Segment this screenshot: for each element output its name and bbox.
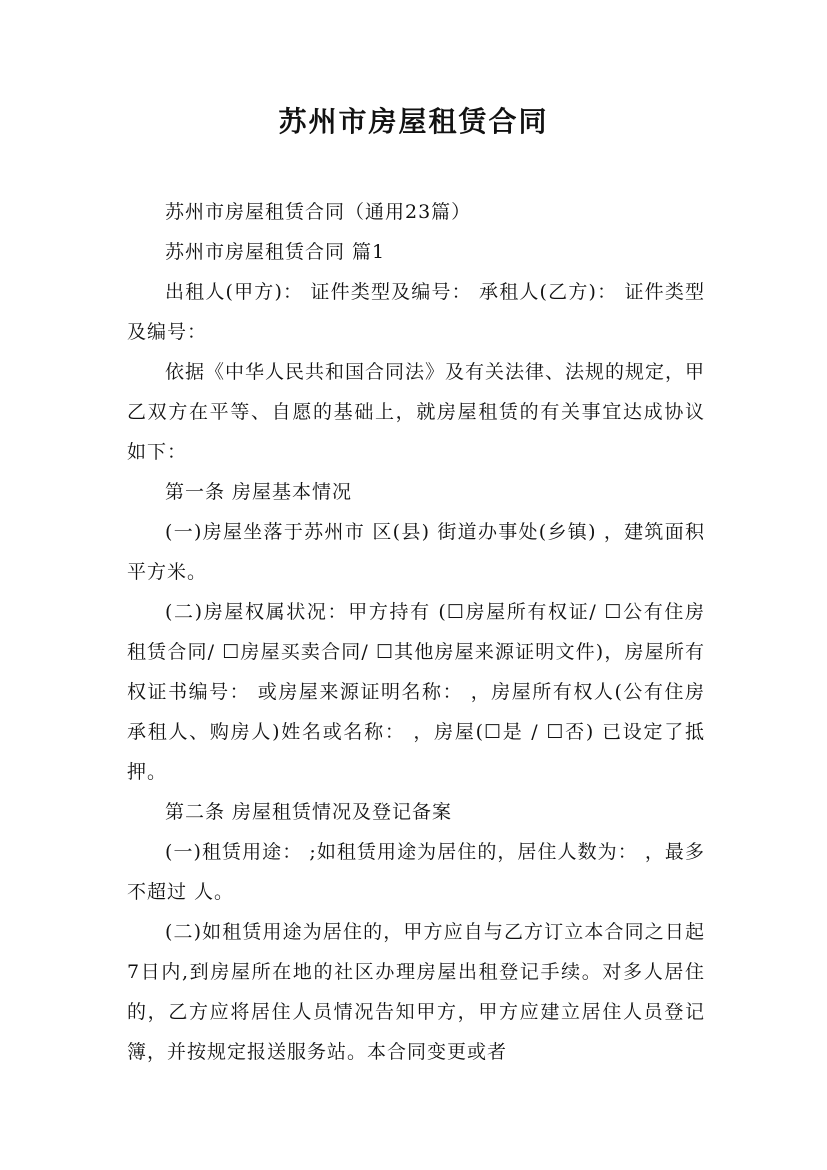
paragraph-subtitle: 苏州市房屋租赁合同（通用23篇） xyxy=(165,201,472,223)
paragraph-article-1-heading: 第一条 房屋基本情况 xyxy=(165,481,353,503)
paragraph-section-heading: 苏州市房屋租赁合同 篇1 xyxy=(165,241,386,263)
paragraph-article-2-heading: 第二条 房屋租赁情况及登记备案 xyxy=(165,801,453,823)
paragraph-article-2-item-1: (一)租赁用途： ;如租赁用途为居住的，居住人数为： ，最多不超过 人。 xyxy=(127,841,705,903)
paragraph-parties: 出租人(甲方)： 证件类型及编号： 承租人(乙方)： 证件类型及编号： xyxy=(127,281,705,343)
paragraph-article-1-item-1: (一)房屋坐落于苏州市 区(县) 街道办事处(乡镇) ，建筑面积 平方米。 xyxy=(127,521,705,583)
paragraph-preamble: 依据《中华人民共和国合同法》及有关法律、法规的规定，甲乙双方在平等、自愿的基础上，就房屋租赁的有关事宜达成协议如下： xyxy=(127,361,706,463)
document-title: 苏州市房屋租赁合同 xyxy=(278,105,549,138)
paragraph-article-2-item-2: (二)如租赁用途为居住的，甲方应自与乙方订立本合同之日起7日内,到房屋所在地的社区办理房屋出租登记手续。对多人居住的，乙方应将居住人员情况告知甲方，甲方应建立居住人员登记簿，并按规定报送服务站。本合同变更或者 xyxy=(127,921,705,1063)
document-body xyxy=(127,192,705,1072)
paragraph-article-1-item-2: (二)房屋权属状况：甲方持有 (☐房屋所有权证/ ☐公有住房租赁合同/ ☐房屋买卖合同/ ☐其他房屋来源证明文件)，房屋所有权证书编号： 或房屋来源证明名称： ，房屋所有权人(公有住房承租人、购房人)姓名或名称： ，房屋(☐是 / ☐否) 已设定了抵押。 xyxy=(127,601,705,783)
